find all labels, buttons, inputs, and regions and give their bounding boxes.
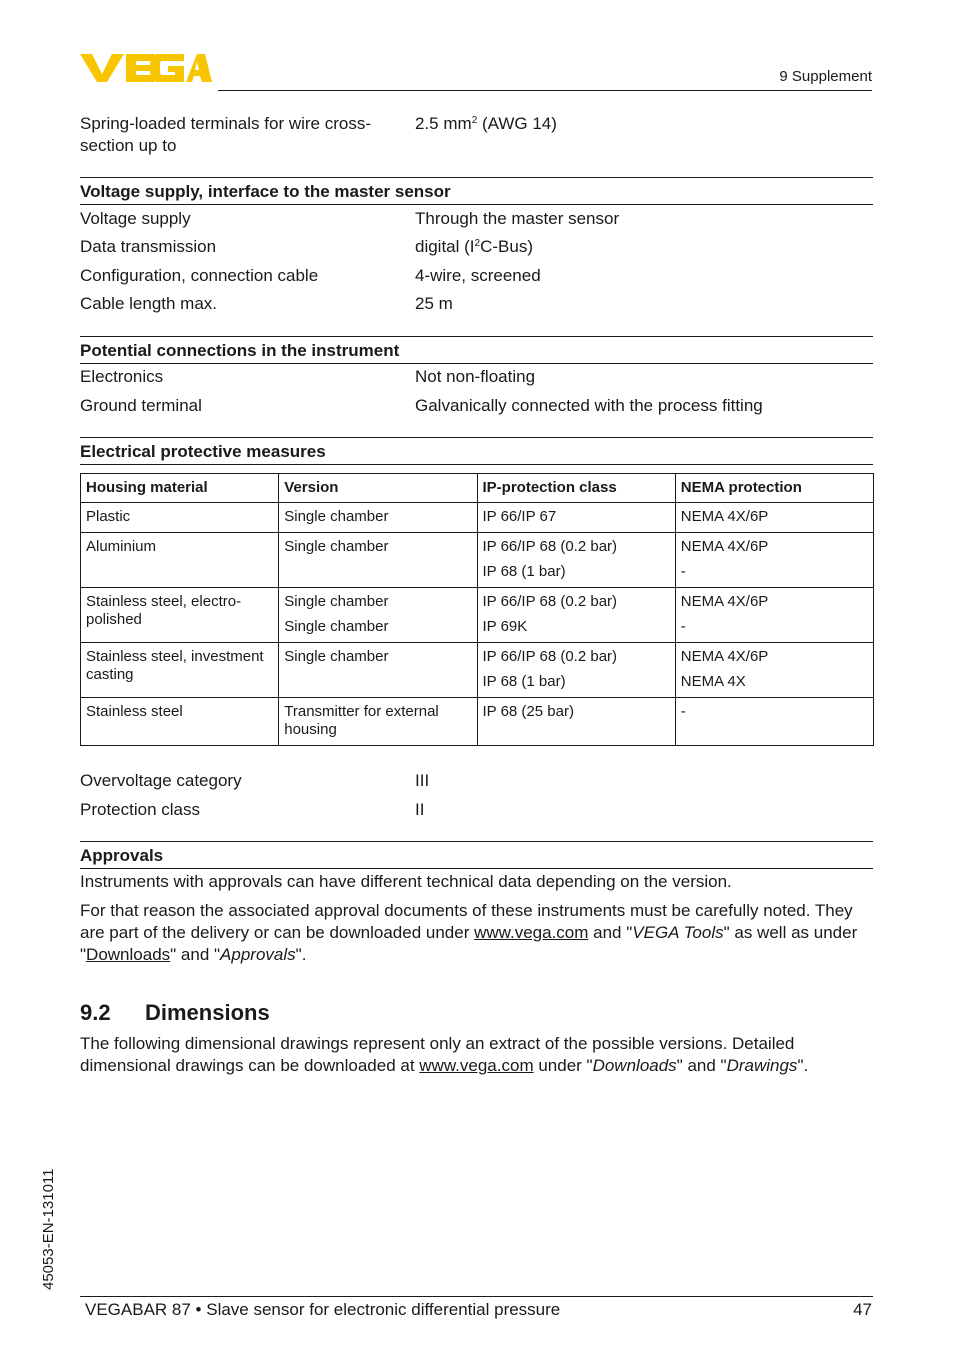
housing-material-cell: Plastic <box>81 503 279 533</box>
section-label: 9 Supplement <box>779 68 872 85</box>
page-number: 47 <box>853 1300 872 1319</box>
vega-website-link[interactable]: www.vega.com <box>474 923 589 942</box>
downloads-link[interactable]: Downloads <box>86 945 171 964</box>
spec-value: digital $(I^2C-Bus)$ <box>415 237 533 256</box>
spec-label: Ground terminal <box>80 396 202 415</box>
spec-value: Through the master sensor <box>415 209 620 228</box>
header-rule <box>218 90 872 91</box>
spec-value: 25 m <box>415 294 453 313</box>
footer-rule <box>80 1296 873 1297</box>
version-cell: Single chamber <box>279 643 477 698</box>
terminals-value: 2.5 $mm^2$ (AWG 14) <box>415 114 557 133</box>
document-code: 45053-EN-131011 <box>40 1168 57 1290</box>
ip-class-cell: IP 66/IP 67 <box>477 503 675 533</box>
spec-value: 4-wire, screened <box>415 266 541 285</box>
nema-cell: NEMA 4X/6P NEMA 4X <box>675 643 873 698</box>
approvals-paragraph-1: Instruments with approvals can have different technical data depending on the version. <box>80 872 732 891</box>
vega-website-link[interactable]: www.vega.com <box>419 1056 534 1075</box>
terminals-label: Spring-loaded terminals for wire cross-section up to <box>80 114 371 155</box>
protection-table <box>80 473 874 746</box>
table-row <box>81 643 874 698</box>
table-row <box>81 503 874 533</box>
protective-section-title: Electrical protective measures <box>80 437 873 465</box>
spec-label: Electronics <box>80 367 164 386</box>
column-header: Housing material <box>81 474 279 503</box>
vega-logo <box>80 50 212 84</box>
approvals-paragraph-2: For that reason the associated approval documents of these instruments must be carefully noted. They are part of the delivery or can be downloaded under www.vega.com and "VEGA Tools" as well as under "Downloads" and "Approvals". <box>80 901 858 964</box>
nema-cell: - <box>675 698 873 746</box>
dimensions-heading: 9.2 Dimensions <box>80 1000 270 1025</box>
spec-label: Voltage supply <box>80 209 191 228</box>
table-row <box>81 588 874 643</box>
nema-cell: NEMA 4X/6P - <box>675 533 873 588</box>
spec-label: Cable length max. <box>80 294 218 313</box>
spec-label: Configuration, connection cable <box>80 266 319 285</box>
potential-section-title: Potential connections in the instrument <box>80 336 873 364</box>
ip-class-cell: IP 66/IP 68 (0.2 bar) IP 69K <box>477 588 675 643</box>
ip-class-cell: IP 66/IP 68 (0.2 bar) IP 68 (1 bar) <box>477 533 675 588</box>
spec-label: Protection class <box>80 800 200 819</box>
version-cell: Single chamber <box>279 503 477 533</box>
dimensions-paragraph: The following dimensional drawings represent only an extract of the possible versions. Detailed dimensional drawings can be downloaded at www.vega.com under "Downloads" and "Drawings". <box>80 1034 809 1075</box>
spec-value: III <box>415 771 430 790</box>
version-cell: Transmitter for external housing <box>279 698 477 746</box>
version-cell: Single chamber <box>279 533 477 588</box>
spec-value: II <box>415 800 425 819</box>
approvals-section-title: Approvals <box>80 841 873 869</box>
housing-material-cell: Stainless steel <box>81 698 279 746</box>
housing-material-cell: Aluminium <box>81 533 279 588</box>
nema-cell: NEMA 4X/6P - <box>675 588 873 643</box>
column-header: IP-protection class <box>477 474 675 503</box>
table-row <box>81 698 874 746</box>
version-cell: Single chamber Single chamber <box>279 588 477 643</box>
column-header: Version <box>279 474 477 503</box>
table-header-row <box>81 474 874 503</box>
voltage-section-title: Voltage supply, interface to the master sensor <box>80 177 873 205</box>
table-row <box>81 533 874 588</box>
spec-value: Not non-floating <box>415 367 536 386</box>
spec-value: Galvanically connected with the process fitting <box>415 396 763 415</box>
spec-label: Data transmission <box>80 237 217 256</box>
ip-class-cell: IP 66/IP 68 (0.2 bar) IP 68 (1 bar) <box>477 643 675 698</box>
footer-title: VEGABAR 87 • Slave sensor for electronic differential pressure <box>85 1300 561 1319</box>
column-header: NEMA protection <box>675 474 873 503</box>
nema-cell: NEMA 4X/6P <box>675 503 873 533</box>
spec-label: Overvoltage category <box>80 771 242 790</box>
ip-class-cell: IP 68 (25 bar) <box>477 698 675 746</box>
housing-material-cell: Stainless steel, investment casting <box>81 643 279 698</box>
housing-material-cell: Stainless steel, electro-polished <box>81 588 279 643</box>
